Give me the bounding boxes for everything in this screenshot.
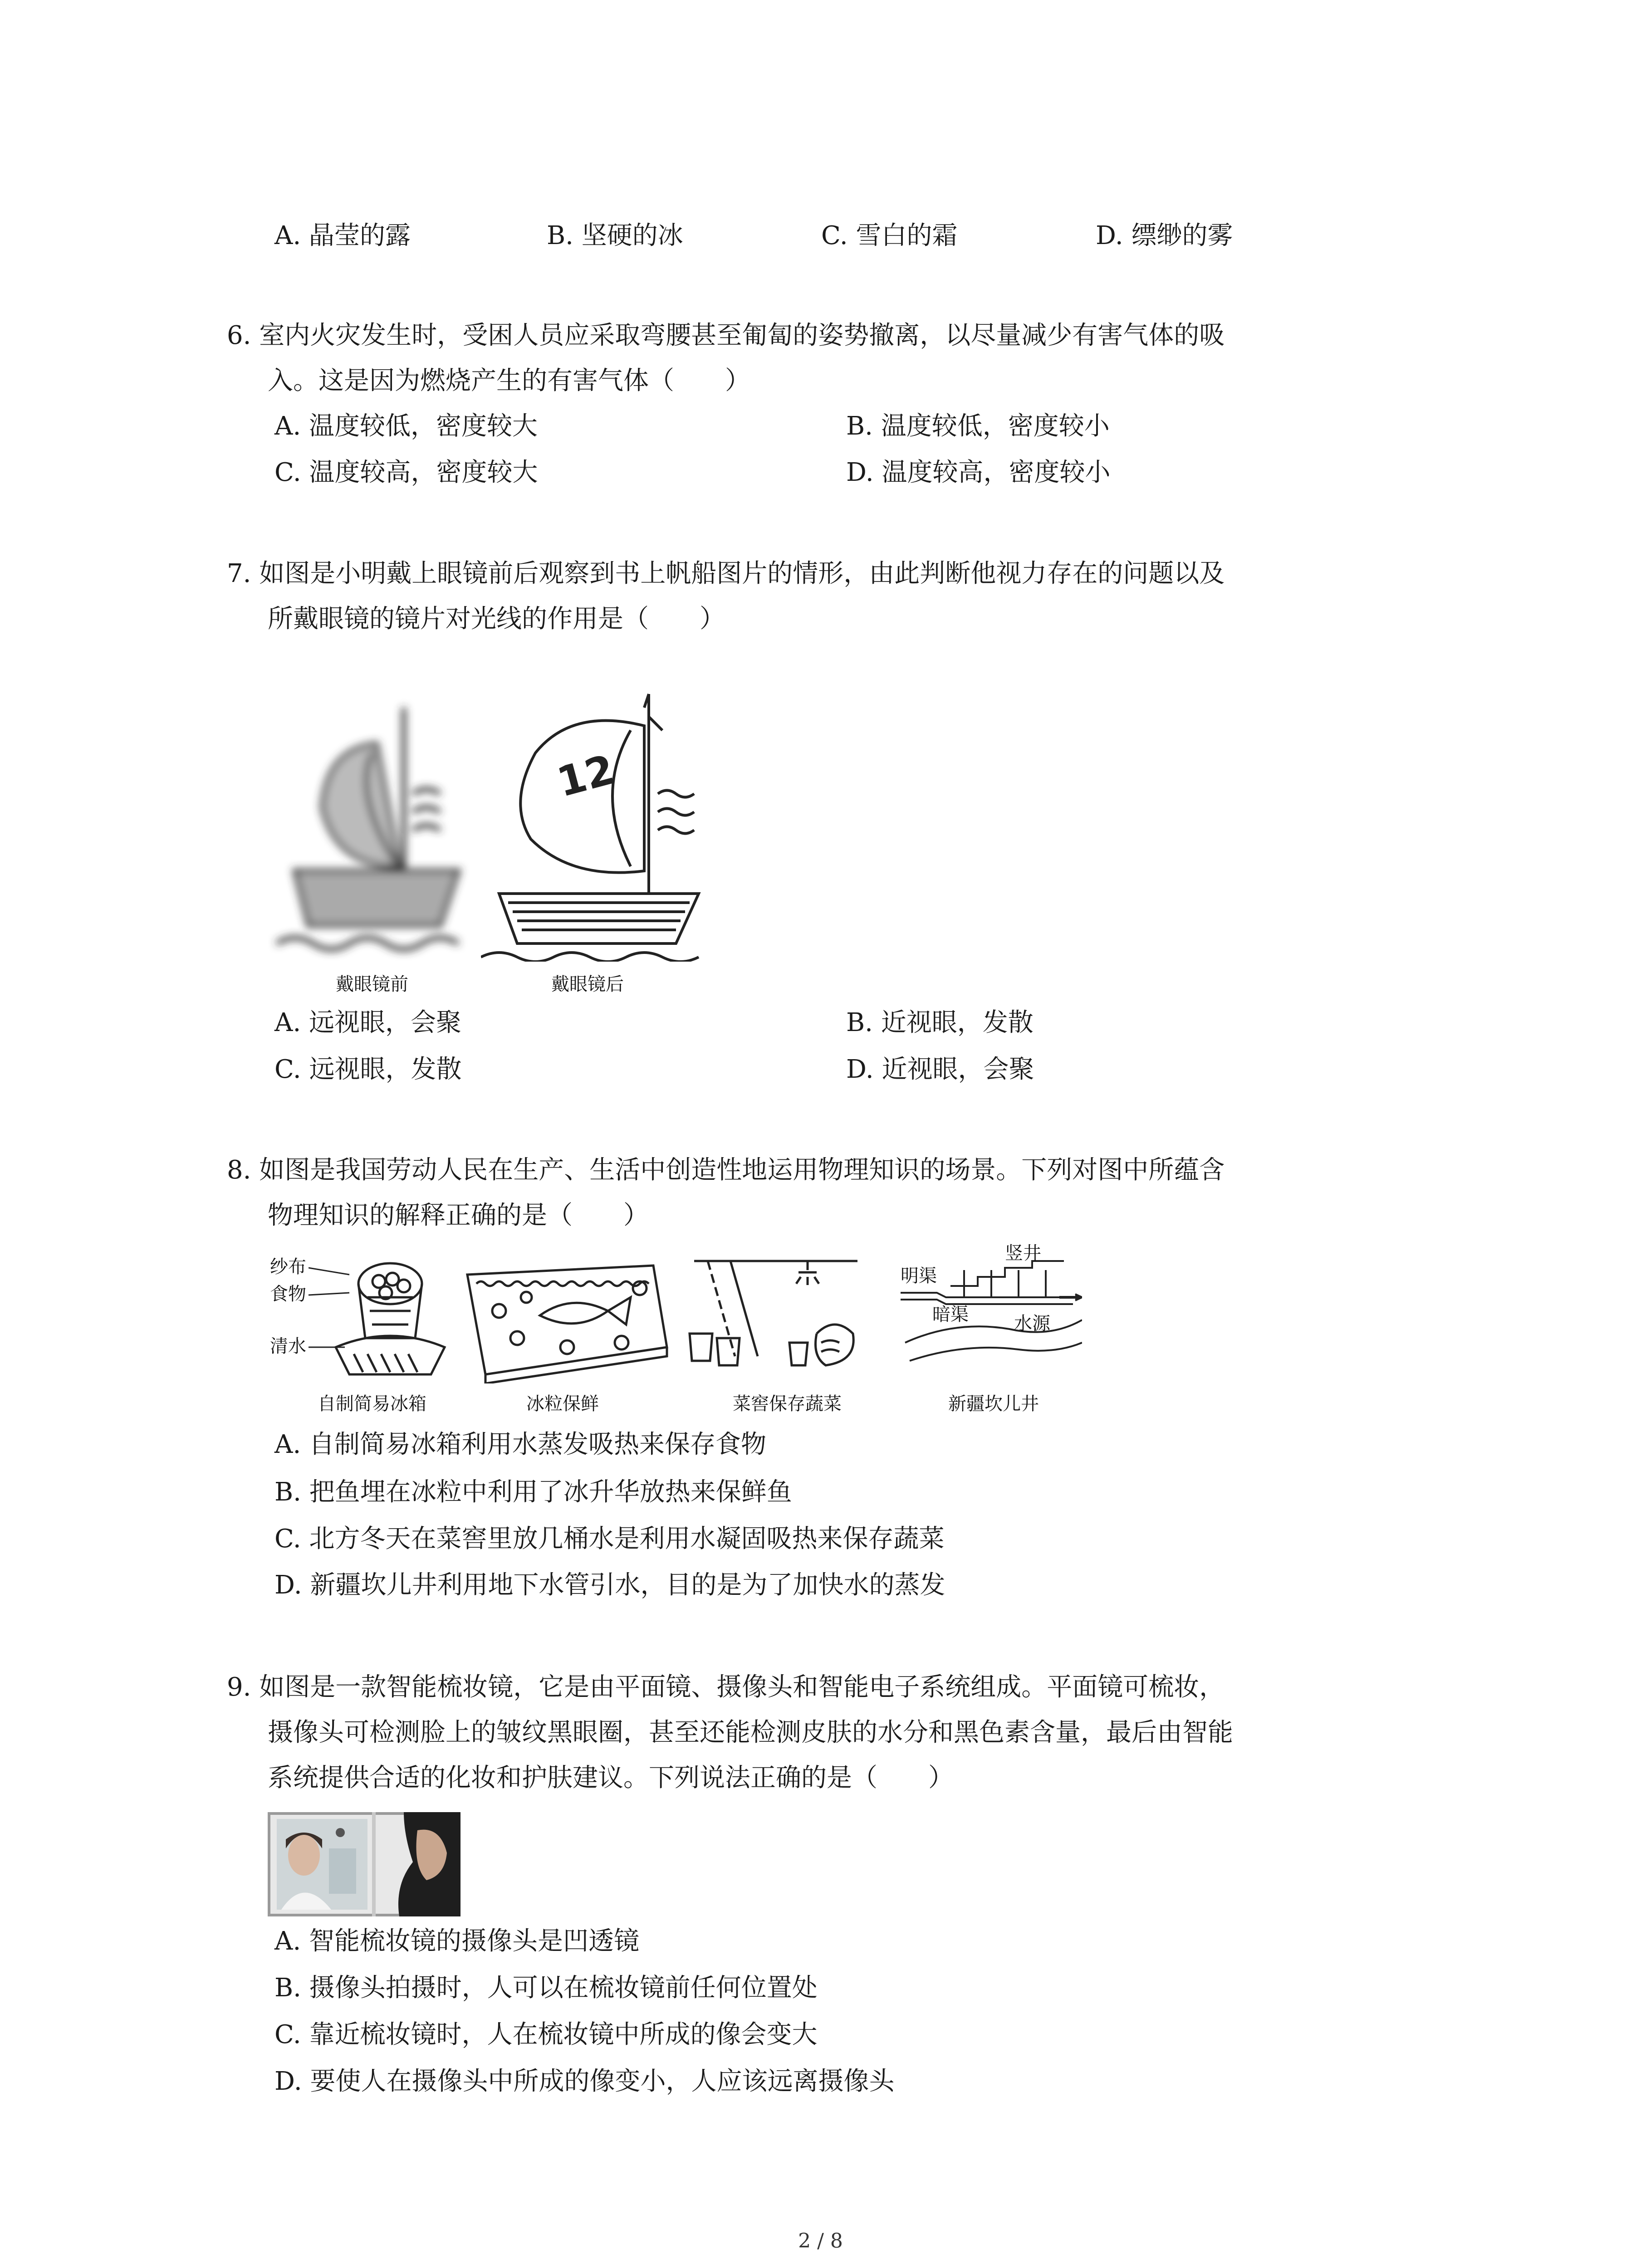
well-label-hidden-channel: 暗渠 — [932, 1304, 969, 1325]
q8-caption-cellar: 菜窖保存蔬菜 — [733, 1393, 842, 1414]
q6-stem-line-2: 入。这是因为燃烧产生的有害气体（ ） — [268, 366, 750, 396]
q5-option-a: A. 晶莹的露 — [274, 221, 411, 250]
q5-option-c: C. 雪白的霜 — [821, 221, 958, 250]
fridge-label-water: 清水 — [270, 1336, 306, 1357]
fish-in-ice-figure — [458, 1256, 671, 1383]
q9-option-d: D. 要使人在摄像头中所成的像变小，人应该远离摄像头 — [274, 2067, 895, 2096]
q9-option-a: A. 智能梳妆镜的摄像头是凹透镜 — [274, 1926, 640, 1956]
q8-option-b: B. 把鱼埋在冰粒中利用了冰升华放热来保鲜鱼 — [274, 1477, 792, 1507]
fridge-label-gauze: 纱布 — [270, 1256, 306, 1277]
q7-caption-before: 戴眼镜前 — [336, 974, 408, 995]
boat-after-glasses-figure — [481, 689, 708, 962]
q5-option-d: D. 缥缈的雾 — [1096, 221, 1233, 250]
vegetable-cellar-figure — [685, 1252, 876, 1370]
fridge-label-food: 食物 — [270, 1284, 306, 1305]
page-number: 2 / 8 — [798, 2229, 843, 2253]
fridge-label-leaders — [309, 1256, 363, 1356]
well-label-shaft: 竖井 — [1005, 1243, 1041, 1264]
smart-mirror-photo — [268, 1812, 460, 1916]
q9-stem-line-2: 摄像头可检测脸上的皱纹黑眼圈，甚至还能检测皮肤的水分和黑色素含量，最后由智能 — [268, 1718, 1233, 1747]
sail-number: 12 — [552, 746, 620, 807]
q9-stem-line-3: 系统提供合适的化妆和护肤建议。下列说法正确的是（ ） — [268, 1763, 954, 1793]
q6-option-a: A. 温度较低，密度较大 — [274, 411, 538, 441]
q8-option-c: C. 北方冬天在菜窖里放几桶水是利用水凝固吸热来保存蔬菜 — [274, 1524, 945, 1554]
q6-option-b: B. 温度较低，密度较小 — [846, 411, 1110, 441]
q5-option-b: B. 坚硬的冰 — [547, 221, 683, 250]
q8-stem-line-1: 8. 如图是我国劳动人民在生产、生活中创造性地运用物理知识的场景。下列对图中所蕴含 — [227, 1155, 1225, 1185]
q7-caption-after: 戴眼镜后 — [551, 974, 624, 995]
q6-option-d: D. 温度较高，密度较小 — [846, 458, 1111, 487]
boat-before-glasses-figure — [268, 689, 481, 962]
q6-option-c: C. 温度较高，密度较大 — [274, 458, 538, 487]
q8-caption-ice: 冰粒保鲜 — [526, 1393, 599, 1414]
q8-option-a: A. 自制简易冰箱利用水蒸发吸热来保存食物 — [274, 1430, 767, 1459]
q8-caption-well: 新疆坎儿井 — [948, 1393, 1039, 1414]
q9-option-c: C. 靠近梳妆镜时，人在梳妆镜中所成的像会变大 — [274, 2020, 818, 2049]
q7-stem-line-1: 7. 如图是小明戴上眼镜前后观察到书上帆船图片的情形，由此判断他视力存在的问题以及 — [227, 559, 1225, 588]
q9-stem-line-1: 9. 如图是一款智能梳妆镜，它是由平面镜、摄像头和智能电子系统组成。平面镜可梳妆， — [227, 1672, 1225, 1702]
q8-option-d: D. 新疆坎儿井利用地下水管引水，目的是为了加快水的蒸发 — [274, 1570, 945, 1600]
q6-stem-line-1: 6. 室内火灾发生时，受困人员应采取弯腰甚至匍匐的姿势撤离，以尽量减少有害气体的吸 — [227, 321, 1225, 350]
q7-option-d: D. 近视眼，会聚 — [846, 1055, 1034, 1084]
q7-option-c: C. 远视眼，发散 — [274, 1055, 462, 1084]
q7-option-b: B. 近视眼，发散 — [846, 1008, 1034, 1037]
q7-stem-line-2: 所戴眼镜的镜片对光线的作用是（ ） — [268, 604, 725, 634]
q9-option-b: B. 摄像头拍摄时，人可以在梳妆镜前任何位置处 — [274, 1973, 818, 2003]
well-label-water-source: 水源 — [1014, 1313, 1050, 1334]
q7-option-a: A. 远视眼，会聚 — [274, 1008, 462, 1037]
q8-caption-fridge: 自制简易冰箱 — [318, 1393, 426, 1414]
q8-stem-line-2: 物理知识的解释正确的是（ ） — [268, 1201, 649, 1230]
well-label-open-channel: 明渠 — [901, 1266, 937, 1286]
